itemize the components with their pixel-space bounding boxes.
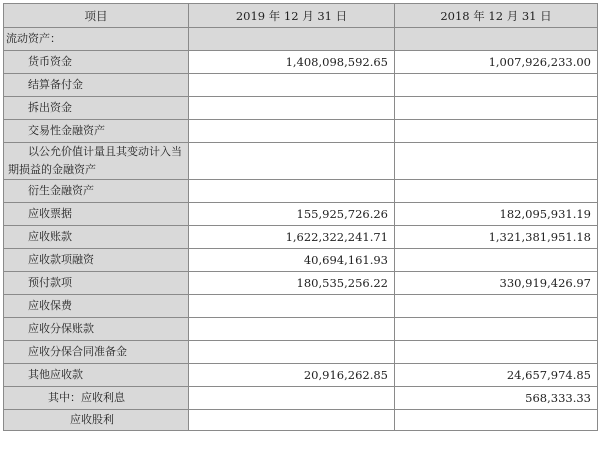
header-item: 项目 bbox=[4, 4, 189, 28]
table-row bbox=[4, 364, 598, 387]
row-label: 其他应收款 bbox=[4, 364, 189, 387]
row-value-2018 bbox=[395, 295, 598, 318]
row-value-2019 bbox=[189, 120, 395, 143]
row-value-2019: 155,925,726.26 bbox=[189, 203, 395, 226]
row-value-2019: 180,535,256.22 bbox=[189, 272, 395, 295]
row-value-2019: 20,916,262.85 bbox=[189, 364, 395, 387]
row-value-2018: 1,007,926,233.00 bbox=[395, 51, 598, 74]
row-label: 交易性金融资产 bbox=[4, 120, 189, 143]
row-label: 衍生金融资产 bbox=[4, 180, 189, 203]
table-row bbox=[4, 143, 598, 180]
row-value-2019: 1,408,098,592.65 bbox=[189, 51, 395, 74]
row-value-2018: 330,919,426.97 bbox=[395, 272, 598, 295]
row-value-2019 bbox=[189, 143, 395, 180]
table-row bbox=[4, 249, 598, 272]
table-row bbox=[4, 341, 598, 364]
table-row bbox=[4, 51, 598, 74]
table-row bbox=[4, 410, 598, 431]
row-label: 应收保费 bbox=[4, 295, 189, 318]
table-row bbox=[4, 203, 598, 226]
header-row bbox=[4, 4, 598, 28]
row-value-2018 bbox=[395, 410, 598, 431]
row-value-2018: 182,095,931.19 bbox=[395, 203, 598, 226]
row-value-2019 bbox=[189, 74, 395, 97]
row-label: 预付款项 bbox=[4, 272, 189, 295]
table-row bbox=[4, 120, 598, 143]
row-value-2018 bbox=[395, 318, 598, 341]
header-2018: 2018 年 12 月 31 日 bbox=[395, 4, 598, 28]
row-label: 拆出资金 bbox=[4, 97, 189, 120]
row-value-2018 bbox=[395, 180, 598, 203]
table-row bbox=[4, 318, 598, 341]
row-label: 应收账款 bbox=[4, 226, 189, 249]
row-value-2019: 40,694,161.93 bbox=[189, 249, 395, 272]
table-row bbox=[4, 272, 598, 295]
row-value-2019 bbox=[189, 295, 395, 318]
row-label: 应收股利 bbox=[4, 410, 189, 431]
table-row bbox=[4, 28, 598, 51]
row-value-2018 bbox=[395, 143, 598, 180]
row-label: 应收分保合同准备金 bbox=[4, 341, 189, 364]
row-value-2019 bbox=[189, 180, 395, 203]
row-value-2019 bbox=[189, 318, 395, 341]
row-label: 应收款项融资 bbox=[4, 249, 189, 272]
table-row bbox=[4, 74, 598, 97]
row-label: 以公允价值计量且其变动计入当期损益的金融资产 bbox=[4, 143, 189, 180]
table-row bbox=[4, 387, 598, 410]
row-value-2019 bbox=[189, 387, 395, 410]
row-value-2018 bbox=[395, 97, 598, 120]
table-row bbox=[4, 226, 598, 249]
row-value-2019: 1,622,322,241.71 bbox=[189, 226, 395, 249]
table-row bbox=[4, 295, 598, 318]
row-value-2018 bbox=[395, 120, 598, 143]
row-value-2018 bbox=[395, 28, 598, 51]
row-value-2018: 568,333.33 bbox=[395, 387, 598, 410]
row-value-2019 bbox=[189, 97, 395, 120]
row-value-2018 bbox=[395, 74, 598, 97]
row-label: 结算备付金 bbox=[4, 74, 189, 97]
row-label: 流动资产： bbox=[4, 28, 189, 51]
balance-sheet-table bbox=[3, 3, 598, 431]
row-label: 其中：应收利息 bbox=[4, 387, 189, 410]
row-label: 货币资金 bbox=[4, 51, 189, 74]
row-value-2018: 24,657,974.85 bbox=[395, 364, 598, 387]
row-label: 应收分保账款 bbox=[4, 318, 189, 341]
row-value-2018: 1,321,381,951.18 bbox=[395, 226, 598, 249]
row-value-2019 bbox=[189, 28, 395, 51]
row-value-2019 bbox=[189, 410, 395, 431]
header-2019: 2019 年 12 月 31 日 bbox=[189, 4, 395, 28]
row-value-2019 bbox=[189, 341, 395, 364]
row-value-2018 bbox=[395, 341, 598, 364]
table-row bbox=[4, 180, 598, 203]
table-row bbox=[4, 97, 598, 120]
row-value-2018 bbox=[395, 249, 598, 272]
row-label: 应收票据 bbox=[4, 203, 189, 226]
